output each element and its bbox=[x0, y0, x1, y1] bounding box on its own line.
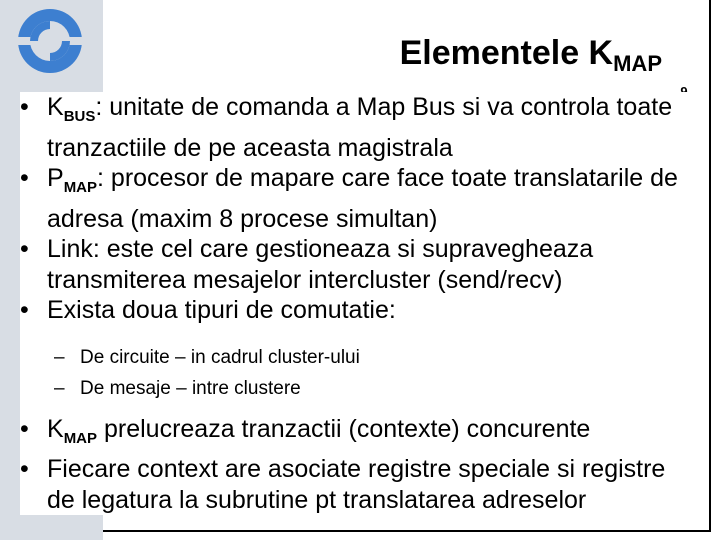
logo-area bbox=[0, 0, 103, 82]
slide-title: Elementele $K_{MAP}$ bbox=[399, 34, 662, 76]
sub-bullet-item: – De circuite – in cadrul cluster-ului bbox=[54, 346, 360, 368]
circular-s-logo-icon bbox=[4, 4, 96, 78]
bullet-item: • Exista doua tipuri de comutatie: bbox=[20, 296, 396, 324]
sub-bullet-list bbox=[20, 342, 700, 404]
bullet-item: • $K_{BUS}$: unitate de comanda a Map Bus si va controla toate tranzactiile de pe aceasta magistrala bbox=[20, 93, 673, 162]
bullet-list bbox=[20, 92, 700, 326]
bullet-item: • Link: este cel care gestioneaza si supravegheaza transmiterea mesajelor intercluster (send/recv) bbox=[20, 235, 594, 294]
bullet-item: • $P_{MAP}$: procesor de mapare care face toate translatarile de adresa (maxim 8 procese simultan) bbox=[20, 164, 678, 233]
bullet-item: • Fiecare context are asociate registre speciale si registre de legatura la subrutine pt translatarea adreselor bbox=[20, 455, 666, 514]
sub-bullet-item: – De mesaje – intre clustere bbox=[54, 377, 301, 399]
slide-content bbox=[20, 92, 700, 515]
bullet-item: • $K_{MAP}$ prelucreaza tranzactii (contexte) concurente bbox=[20, 414, 591, 447]
bullet-list-2 bbox=[20, 414, 700, 516]
